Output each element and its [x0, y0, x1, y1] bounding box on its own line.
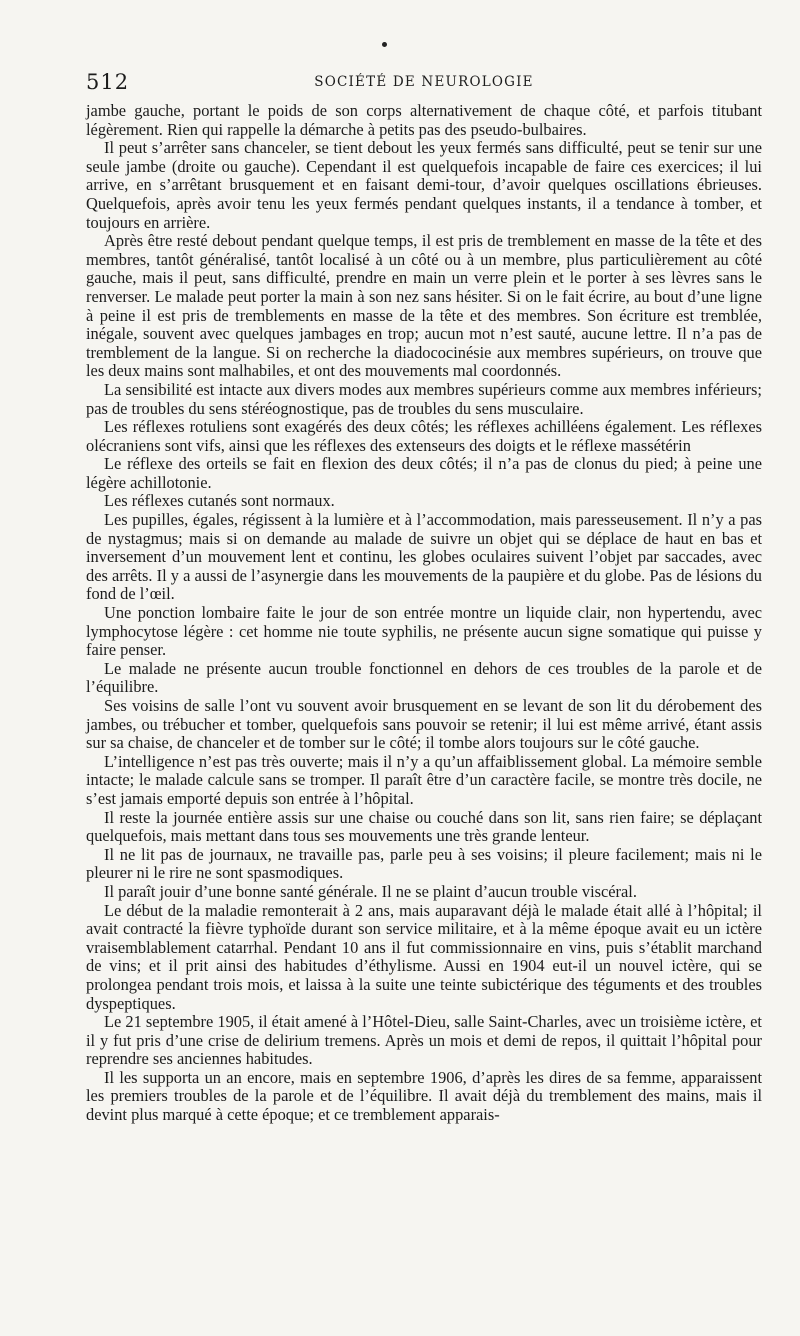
paragraph: Il reste la journée entière assis sur une chaise ou couché dans son lit, sans rien faire; se déplaçant quelquefois, mais mettant dans tous ses mouvements une très grande lenteur. [86, 807, 762, 846]
running-title: SOCIÉTÉ DE NEUROLOGIE [314, 74, 534, 90]
page-number: 512 [86, 70, 130, 94]
paragraph: Il peut s’arrêter sans chanceler, se tient debout les yeux fermés sans difficulté, peut se tenir sur une seule jambe (droite ou gauche). Cependant il est quelquefois incapable de faire ces exercices; il lui arrive, en s’arrêtant brusquement et en faisant demi-tour, d’avoir quelques oscillations ébrieuses. Quelquefois, après avoir tenu les yeux fermés pendant quelques instants, il a tendance à tomber, et toujours en arrière. [86, 138, 762, 232]
paragraph: L’intelligence n’est pas très ouverte; mais il n’y a qu’un affaiblissement global. La mémoire semble intacte; le malade calcule sans se tromper. Il paraît être d’un caractère facile, se montre très docile, ne s’est jamais emporté depuis son entrée à l’hôpital. [86, 751, 762, 808]
paragraph: Le 21 septembre 1905, il était amené à l’Hôtel-Dieu, salle Saint-Charles, avec un troisième ictère, et il y fut pris d’une crise de delirium tremens. Après un mois et demi de repos, il quittait l’hôpital pour reprendre ses anciennes habitudes. [86, 1012, 762, 1069]
paragraph: jambe gauche, portant le poids de son corps alternativement de chaque côté, et parfois titubant légèrement. Rien qui rappelle la démarche à petits pas des pseudo-bulbaires. [86, 101, 762, 139]
paragraph: Le début de la maladie remonterait à 2 ans, mais auparavant déjà le malade était allé à l’hôpital; il avait contracté la fièvre typhoïde durant son service militaire, et à la même époque avait eu un ictère vraisemblablement catarrhal. Pendant 10 ans il fut commissionnaire en vins, puis s’établit marchand de vins; et il prit ainsi des habitudes d’éthylisme. Aussi en 1904 eut-il un nouvel ictère, qui se prolongea pendant trois mois, et laissa à la suite une teinte subictérique des téguments et des troubles dyspeptiques. [86, 900, 762, 1013]
paragraph: Le réflexe des orteils se fait en flexion des deux côtés; il n’a pas de clonus du pied; à peine une légère achillotonie. [86, 454, 762, 492]
paragraph: Il les supporta un an encore, mais en septembre 1906, d’après les dires de sa femme, apparaissent les premiers troubles de la parole et de l’équilibre. Il avait déjà du tremblement des mains, mais il devint plus marqué à cette époque; et ce tremblement apparais- [86, 1067, 762, 1125]
paragraph: Il ne lit pas de journaux, ne travaille pas, parle peu à ses voisins; il pleure facilement; mais ni le pleurer ni le rire ne sont spasmodiques. [86, 844, 762, 883]
paragraph: La sensibilité est intacte aux divers modes aux membres supérieurs comme aux membres inférieurs; pas de troubles du sens stéréognostique, pas de troubles du sens musculaire. [86, 379, 762, 418]
paragraph: Les réflexes rotuliens sont exagérés des deux côtés; les réflexes achilléens également. Les réflexes olécraniens sont vifs, ainsi que les réflexes des extenseurs des doigts et le réflexe massétérin [86, 417, 762, 455]
paragraph: Les réflexes cutanés sont normaux. [104, 491, 335, 511]
page-header [86, 66, 762, 102]
paragraph: Le malade ne présente aucun trouble fonctionnel en dehors de ces troubles de la parole et de l’équilibre. [86, 658, 762, 697]
paragraph: Après être resté debout pendant quelque temps, il est pris de tremblement en masse de la tête et des membres, tantôt généralisé, tantôt localisé à un côté ou à un membre, plus particulièrement au côté gauche, mais il peut, sans difficulté, prendre en main un verre plein et le porter à ses lèvres sans le renverser. Le malade peut porter la main à son nez sans hésiter. Si on le fait écrire, au bout d’une ligne à peine il est pris de tremblements en masse de la tête et des membres. Son écriture est tremblée, inégale, souvent avec quelques jambages en trop; aucun mot n’est sauté, aucune lettre. Il n’a pas de tremblement de la langue. Si on recherche la diadococinésie aux membres supérieurs, on trouve que les deux mains sont malhabiles, et ont des mouvements mal coordonnés. [86, 231, 762, 381]
print-mark [382, 42, 387, 47]
paragraph: Une ponction lombaire faite le jour de son entrée montre un liquide clair, non hypertendu, avec lymphocytose légère : cet homme nie toute syphilis, ne présente aucun signe somatique qui puisse y faire penser. [86, 603, 762, 660]
body-text [86, 102, 762, 1125]
paragraph: Les pupilles, égales, régissent à la lumière et à l’accommodation, mais paresseusement. Il n’y a pas de nystagmus; mais si on demande au malade de suivre un objet qui se déplace de haut en bas et inversement d’un mouvement lent et continu, les globes oculaires suivent l’objet par saccades, avec des arrêts. Il y a aussi de l’asynergie dans les mouvements de la paupière et du globe. Pas de lésions du fond de l’œil. [86, 510, 762, 604]
paragraph: Il paraît jouir d’une bonne santé générale. Il ne se plaint d’aucun trouble viscéral. [104, 881, 637, 901]
paragraph: Ses voisins de salle l’ont vu souvent avoir brusquement en se levant de son lit du dérobement des jambes, ou trébucher et tomber, quelquefois sans pouvoir se retenir; il lui est même arrivé, étant assis sur sa chaise, de chanceler et de tomber sur le côté; il tombe alors toujours sur le côté gauche. [86, 696, 762, 753]
